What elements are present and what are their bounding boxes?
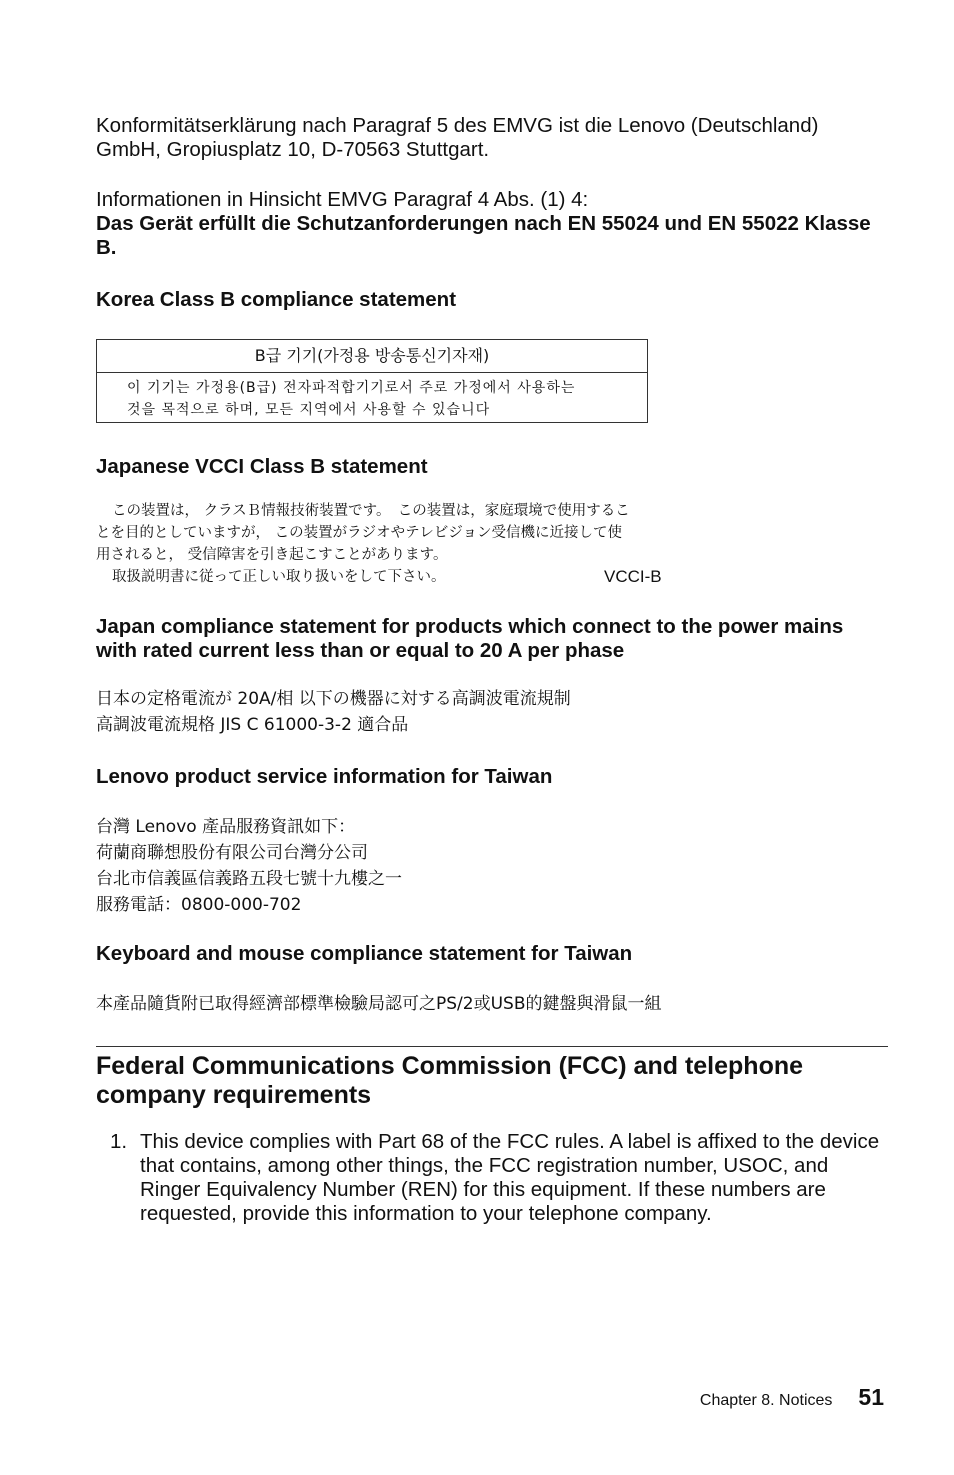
emvg-protection-statement: Das Gerät erfüllt die Schutzanforderungen nach EN 55024 und EN 55022 Klasse B. bbox=[96, 212, 871, 259]
taiwan-service-phone: 服務電話：0800-000-702 bbox=[96, 895, 302, 915]
korea-box-line: 것을 목적으로 하며, 모든 지역에서 사용할 수 있습니다 bbox=[127, 402, 491, 418]
japan-vcci-statement bbox=[96, 500, 686, 588]
emvg-info-paragraph: Informationen in Hinsicht EMVG Paragraf 4 Abs. (1) 4: bbox=[96, 188, 589, 211]
emvg-conformity-paragraph: Konformitätserklärung nach Paragraf 5 des EMVG ist die Lenovo (Deutschland) GmbH, Gropiusplatz 10, D-70563 Stuttgart. bbox=[96, 114, 819, 161]
fcc-requirements-list bbox=[110, 1130, 890, 1226]
japan-power-statement bbox=[96, 686, 886, 738]
taiwan-service-info bbox=[96, 814, 886, 918]
list-item-number: 1. bbox=[110, 1130, 128, 1153]
korea-heading: Korea Class B compliance statement bbox=[96, 288, 457, 311]
taiwan-service-line: 台灣 Lenovo 產品服務資訊如下： bbox=[96, 817, 356, 837]
page-number: 51 bbox=[858, 1384, 884, 1410]
korea-statement-box bbox=[96, 339, 648, 423]
page-footer bbox=[700, 1384, 884, 1411]
korea-box-title: B급 기기(가정용 방송통신기자재) bbox=[97, 340, 647, 373]
japan-power-heading: Japan compliance statement for products which connect to the power mains with rated current less than or equal to 20 A per phase bbox=[96, 615, 844, 662]
vcci-b-mark: VCCI-B bbox=[604, 567, 662, 586]
japan-power-line: 高調波電流規格 JIS C 61000-3-2 適合品 bbox=[96, 715, 409, 735]
vcci-line: 用されると， 受信障害を引き起こすことがあります。 bbox=[96, 547, 448, 563]
korea-box-line: 이 기기는 가정용(B급) 전자파적합기기로서 주로 가정에서 사용하는 bbox=[127, 380, 576, 396]
list-item-text: This device complies with Part 68 of the FCC rules. A label is affixed to the device that contains, among other things, the FCC registration number, USOC, and Ringer Equivalency Number (REN) for this equipment. If these numbers are requested, provide this information to your telephone company. bbox=[140, 1130, 880, 1225]
taiwan-service-line: 荷蘭商聯想股份有限公司台灣分公司 bbox=[96, 843, 368, 863]
taiwan-keyboard-heading: Keyboard and mouse compliance statement for Taiwan bbox=[96, 942, 633, 965]
taiwan-service-line: 台北市信義區信義路五段七號十九樓之一 bbox=[96, 869, 402, 889]
taiwan-service-heading: Lenovo product service information for Taiwan bbox=[96, 765, 553, 788]
section-divider bbox=[96, 1046, 888, 1047]
japan-vcci-heading: Japanese VCCI Class B statement bbox=[96, 455, 428, 478]
chapter-label: Chapter 8. Notices bbox=[699, 1392, 833, 1409]
taiwan-keyboard-statement: 本產品隨貨附已取得經濟部標準檢驗局認可之PS/2或USB的鍵盤與滑鼠一組 bbox=[96, 994, 662, 1014]
vcci-line: 取扱説明書に従って正しい取り扱いをして下さい。 bbox=[112, 569, 446, 585]
japan-power-line: 日本の定格電流が 20A/相 以下の機器に対する高調波電流規制 bbox=[96, 689, 571, 709]
korea-box-body bbox=[97, 373, 647, 421]
fcc-section-title: Federal Communications Commission (FCC) and telephone company requirements bbox=[96, 1052, 804, 1109]
vcci-line: とを目的としていますが， この装置がラジオやテレビジョン受信機に近接して使 bbox=[96, 525, 623, 541]
vcci-line: この装置は， クラスＢ情報技術装置です。 この装置は，家庭環境で使用するこ bbox=[112, 503, 630, 519]
